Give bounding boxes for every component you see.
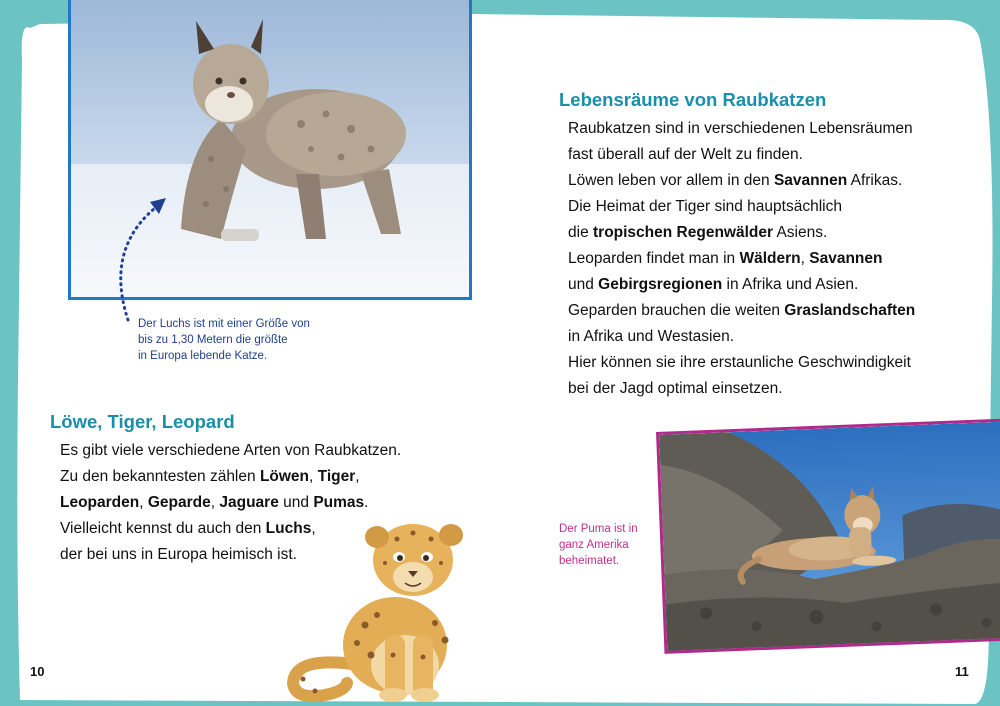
paragraph-line [568,272,915,298]
text-span: Geparden brauchen die weiten [568,302,785,319]
puma-caption-line: ganz Amerika [559,539,629,551]
text-span: in Afrika und Westasien. [568,328,734,345]
paragraph-line [568,142,915,168]
text-span: , [311,520,316,537]
text-span: Vielleicht kennst du auch den [60,520,266,537]
text-span: , [355,468,360,485]
lynx-caption [138,316,310,364]
bold-term: Savannen [809,250,883,267]
text-span: , [210,494,220,511]
paragraph-line [568,246,915,272]
text-span: und [568,276,599,293]
leopard-cub-illustration [285,515,465,703]
text-span: die [568,224,593,241]
puma-caption-line: beheimatet. [559,555,620,567]
text-span: und [278,494,314,511]
paragraph-line [60,464,401,490]
text-span: Raubkatzen sind in verschiedenen Lebensräumen [568,120,913,137]
paragraph-line [568,220,915,246]
bold-term: Savannen [773,172,848,189]
text-span: Asiens. [773,224,828,241]
text-span: Die Heimat der Tiger sind hauptsächlich [568,198,842,215]
page-number-left: 10 [30,664,45,679]
bold-term: Luchs [265,520,312,537]
bold-term: Wäldern [739,250,801,267]
puma-caption [559,521,638,569]
text-span: Zu den bekanntesten zählen [60,468,260,485]
text-span: Afrikas. [847,172,903,189]
paragraph-line [568,168,915,194]
bold-term: Gebirgsregionen [598,276,723,293]
puma-photo [656,418,1000,653]
text-span: bei der Jagd optimal einsetzen. [568,380,783,397]
left-heading: Löwe, Tiger, Leopard [50,411,235,432]
text-span: , [800,250,810,267]
bold-term: Pumas [313,494,365,511]
dotted-arrow-icon [110,190,180,330]
text-span: , [139,494,148,511]
right-heading: Lebensräume von Raubkatzen [559,89,827,110]
bold-term: Leoparden [60,494,140,511]
paragraph-line [568,116,915,142]
bold-term: Löwen [259,468,310,485]
paragraph-line [60,438,401,464]
text-span: Hier können sie ihre erstaunliche Geschwindigkeit [568,354,911,371]
page-number-right: 11 [955,664,969,679]
bold-term: Jaguare [219,494,279,511]
text-span: , [309,468,318,485]
bold-term: tropischen Regenwälder [593,224,774,241]
paragraph-line [568,298,915,324]
paragraph-line [568,194,915,220]
text-span: fast überall auf der Welt zu finden. [568,146,803,163]
paragraph-line [60,490,401,516]
text-span: in Afrika und Asien. [722,276,859,293]
bold-term: Graslandschaften [784,302,916,319]
paragraph-line [568,376,915,402]
lynx-caption-line: in Europa lebende Katze. [138,350,268,362]
bold-term: Tiger [317,468,356,485]
text-span: Es gibt viele verschiedene Arten von Raubkatzen. [60,442,402,459]
bold-term: Geparde [147,494,211,511]
paragraph-line [568,350,915,376]
puma-caption-line: Der Puma ist in [559,523,638,535]
text-span: der bei uns in Europa heimisch ist. [60,546,297,563]
text-span: Leoparden findet man in [568,250,740,267]
text-span: Löwen leben vor allem in den [568,172,774,189]
text-span: . [364,494,369,511]
paragraph-line [568,324,915,350]
lynx-caption-line: bis zu 1,30 Metern die größte [138,334,288,346]
right-paragraph [568,116,915,402]
lynx-caption-line: Der Luchs ist mit einer Größe von [138,318,310,330]
